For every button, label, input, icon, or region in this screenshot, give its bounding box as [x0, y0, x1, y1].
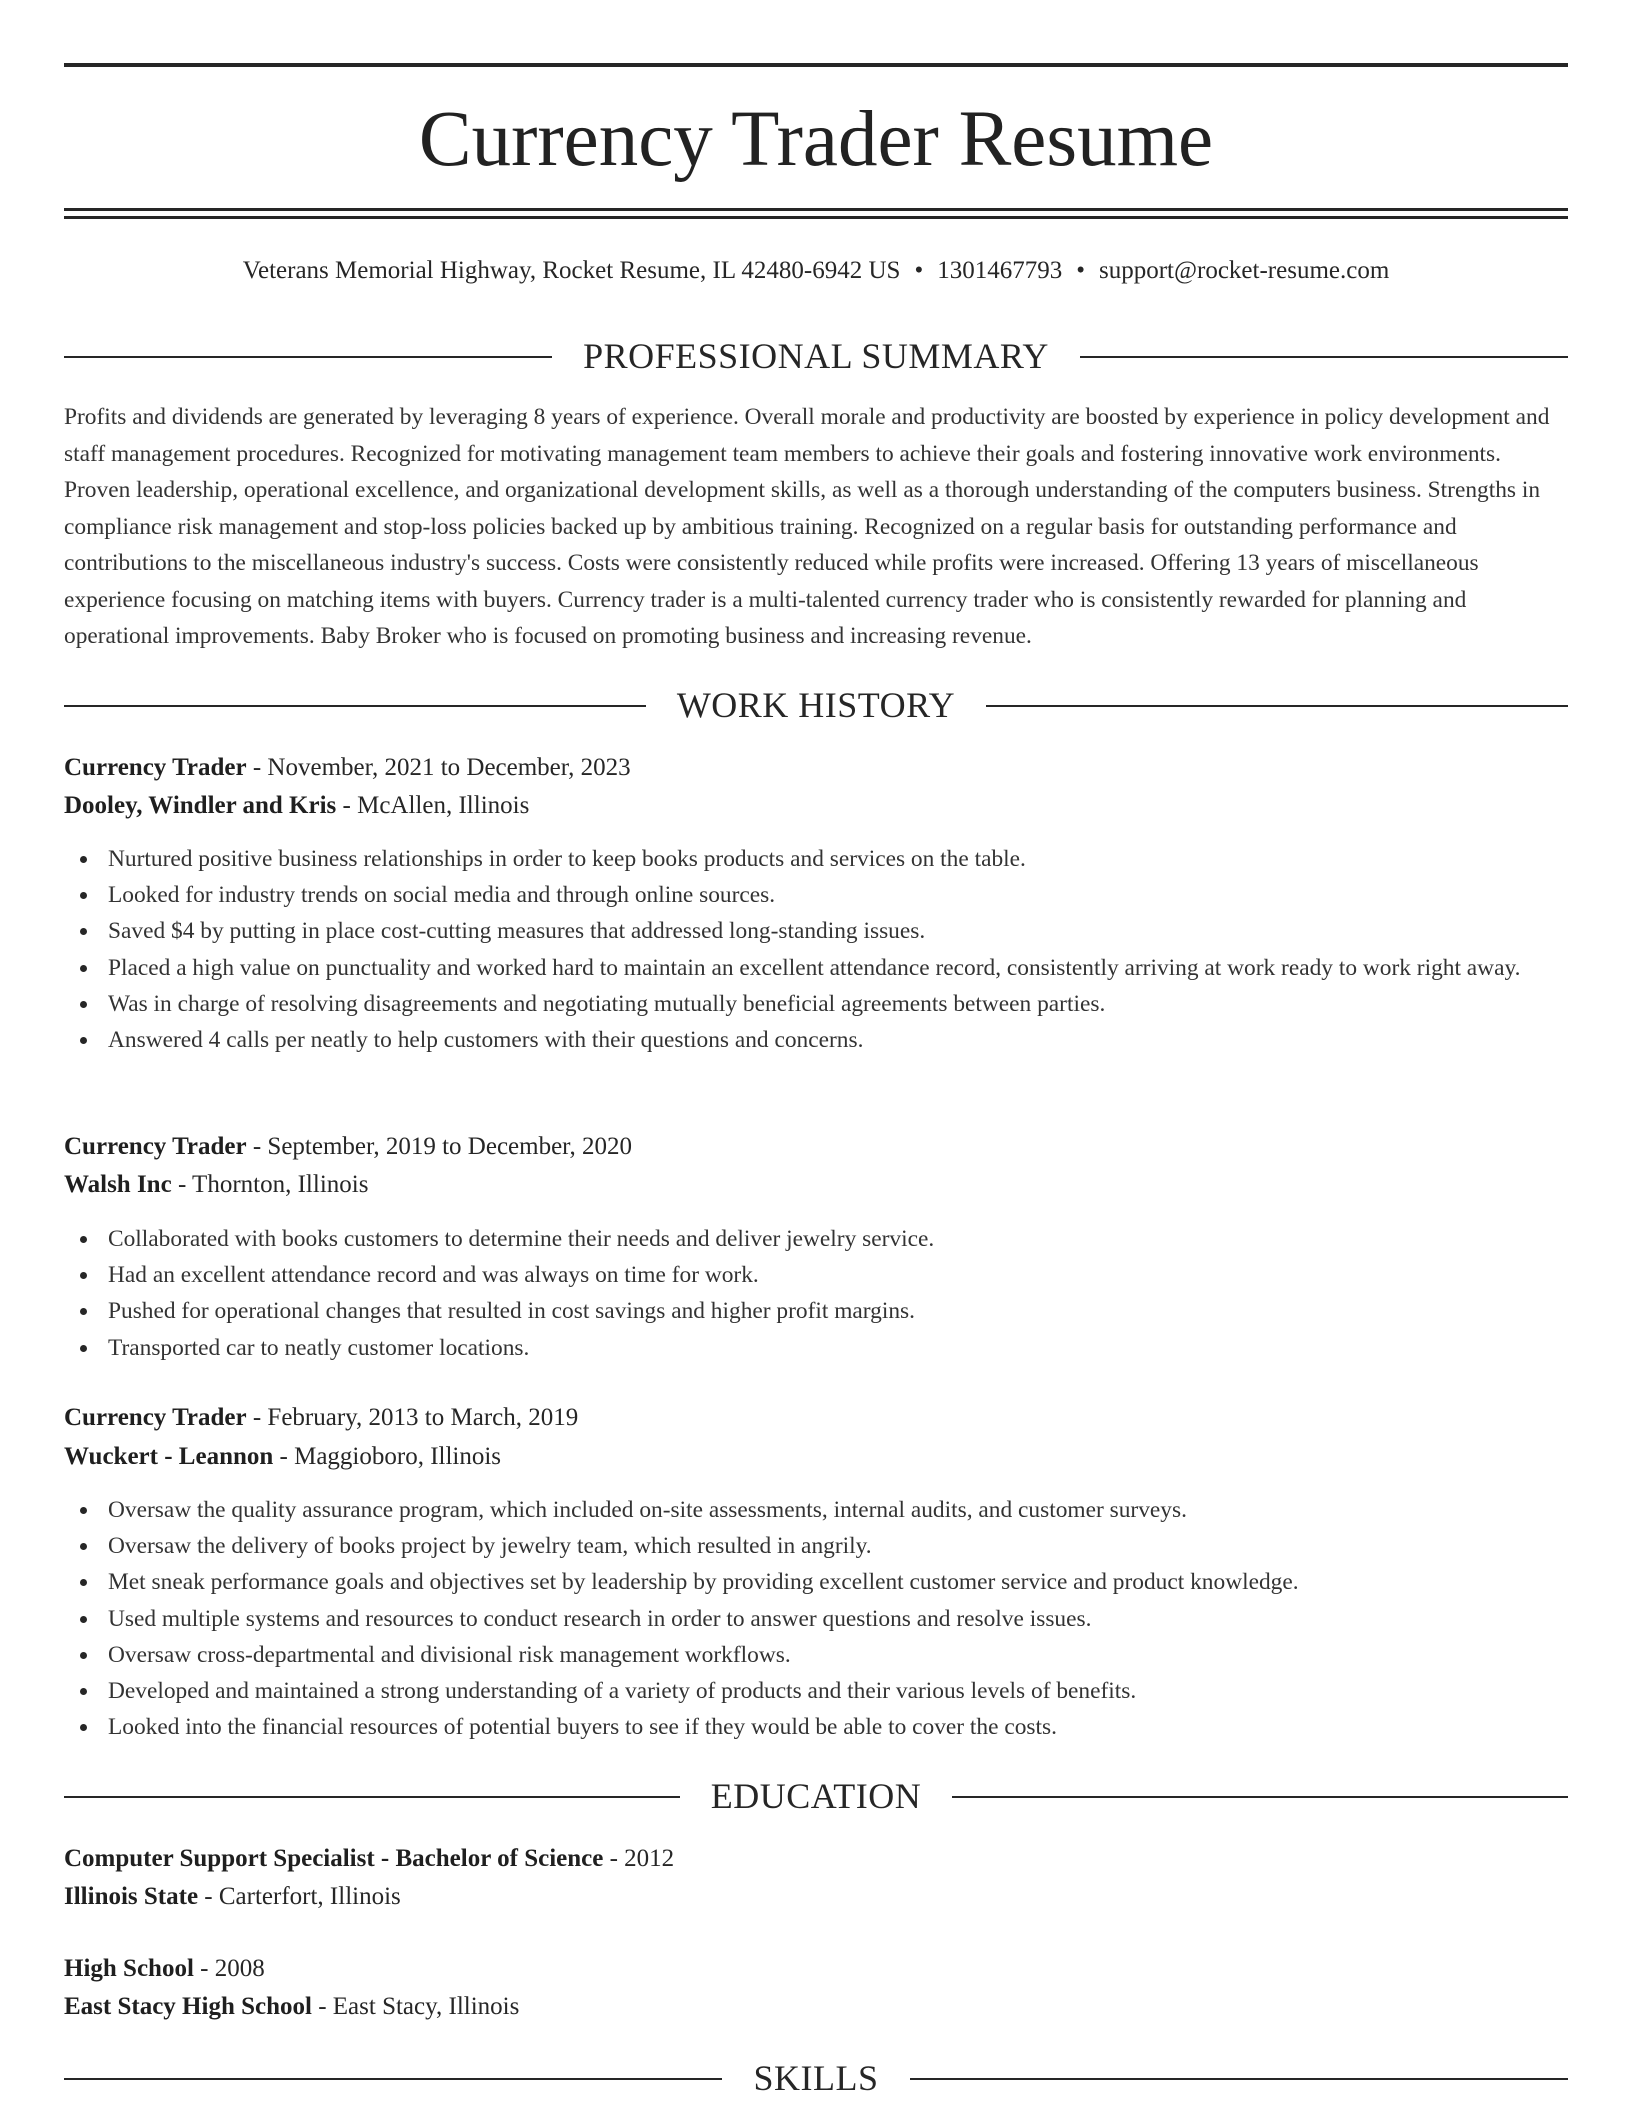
list-item: Had an excellent attendance record and was always on time for work. — [64, 1257, 1568, 1293]
section-title-skills: SKILLS — [753, 2058, 879, 2098]
section-header-work-history — [64, 683, 1568, 727]
job-dates: - November, 2021 to December, 2023 — [252, 754, 631, 781]
job-title-line — [64, 751, 1568, 785]
job-bullet-list — [64, 841, 1568, 1058]
job-bullet-list — [64, 1492, 1568, 1745]
section-header-education — [64, 1774, 1568, 1818]
list-item: Was in charge of resolving disagreements and negotiating mutually beneficial agreements between parties. — [64, 986, 1568, 1022]
list-item: Pushed for operational changes that resulted in cost savings and higher profit margins. — [64, 1293, 1568, 1329]
contact-address: Veterans Memorial Highway, Rocket Resume, IL 42480-6942 US — [242, 257, 901, 284]
list-item: Saved $4 by putting in place cost-cutting measures that addressed long-standing issues. — [64, 913, 1568, 949]
contact-separator: • — [914, 257, 924, 284]
job-company-line — [64, 1440, 1568, 1474]
list-item: Met sneak performance goals and objectives set by leadership by providing excellent customer service and product knowledge. — [64, 1564, 1568, 1600]
education-school-line — [64, 1880, 1568, 1914]
job-dates: - September, 2019 to December, 2020 — [252, 1133, 632, 1160]
job-title: Currency Trader — [64, 754, 247, 781]
education-degree: Computer Support Specialist - Bachelor of Science — [64, 1845, 604, 1872]
list-item: Oversaw the delivery of books project by jewelry team, which resulted in angrily. — [64, 1528, 1568, 1564]
job-company: Dooley, Windler and Kris — [64, 792, 337, 819]
education-school: East Stacy High School — [64, 1993, 312, 2020]
list-item: Answered 4 calls per neatly to help customers with their questions and concerns. — [64, 1022, 1568, 1058]
job-company: Walsh Inc — [64, 1171, 172, 1198]
education-school: Illinois State — [64, 1883, 199, 1910]
job-company-line — [64, 1168, 1568, 1202]
section-header-skills — [64, 2056, 1568, 2100]
education-year: - 2008 — [200, 1955, 265, 1982]
list-item: Collaborated with books customers to determine their needs and deliver jewelry service. — [64, 1221, 1568, 1257]
job-location: - Maggioboro, Illinois — [279, 1443, 502, 1470]
job-title: Currency Trader — [64, 1133, 247, 1160]
list-item: Transported car to neatly customer locations. — [64, 1330, 1568, 1366]
list-item: Looked for industry trends on social media and through online sources. — [64, 877, 1568, 913]
job-title-line — [64, 1130, 1568, 1164]
education-location: - Carterfort, Illinois — [204, 1883, 401, 1910]
education-degree-line — [64, 1842, 1568, 1876]
job-company: Wuckert - Leannon — [64, 1443, 274, 1470]
top-rule — [64, 63, 1568, 67]
title-rule-lower — [64, 216, 1568, 219]
title-rule-upper — [64, 208, 1568, 211]
job-title-line — [64, 1401, 1568, 1435]
education-degree: High School — [64, 1955, 194, 1982]
resume-title: Currency Trader Resume — [418, 96, 1214, 183]
job-bullet-list — [64, 1221, 1568, 1366]
section-title-summary: PROFESSIONAL SUMMARY — [583, 336, 1049, 376]
contact-separator: • — [1076, 257, 1085, 284]
list-item: Placed a high value on punctuality and worked hard to maintain an excellent attendance record, consistently arriving at work ready to work right away. — [64, 950, 1568, 986]
job-location: - Thornton, Illinois — [177, 1171, 369, 1198]
contact-phone: 1301467793 — [937, 257, 1063, 284]
list-item: Looked into the financial resources of potential buyers to see if they would be able to cover the costs. — [64, 1709, 1568, 1745]
education-year: - 2012 — [609, 1845, 675, 1872]
job-title: Currency Trader — [64, 1404, 247, 1431]
list-item: Nurtured positive business relationships in order to keep books products and services on the table. — [64, 841, 1568, 877]
job-dates: - February, 2013 to March, 2019 — [252, 1404, 579, 1431]
section-title-education: EDUCATION — [710, 1776, 922, 1816]
section-header-summary — [64, 334, 1568, 378]
job-location: - McAllen, Illinois — [342, 792, 530, 819]
list-item: Developed and maintained a strong understanding of a variety of products and their various levels of benefits. — [64, 1673, 1568, 1709]
education-school-line — [64, 1990, 1568, 2024]
summary-text: Profits and dividends are generated by leveraging 8 years of experience. Overall morale and productivity are boosted by experience in policy development and staff management procedures. Recognized for motivating management team members to achieve their goals and fostering innovative work environments. Proven leadership, operational excellence, and organizational development skills, as well as a thorough understanding of the computers business. Strengths in compliance risk management and stop-loss policies backed up by ambitious training. Recognized on a regular basis for outstanding performance and contributions to the miscellaneous industry's success. Costs were consistently reduced while profits were increased. Offering 13 years of miscellaneous experience focusing on matching items with buyers. Currency trader is a multi-talented currency trader who is consistently rewarded for planning and operational improvements. Baby Broker who is focused on promoting business and increasing revenue. — [64, 404, 1550, 649]
education-degree-line — [64, 1952, 1568, 1986]
contact-line — [64, 254, 1568, 288]
list-item: Oversaw the quality assurance program, which included on-site assessments, internal audits, and customer surveys. — [64, 1492, 1568, 1528]
job-company-line — [64, 789, 1568, 823]
list-item: Oversaw cross-departmental and divisional risk management workflows. — [64, 1637, 1568, 1673]
education-location: - East Stacy, Illinois — [318, 1993, 520, 2020]
contact-email: support@rocket-resume.com — [1098, 257, 1390, 284]
list-item: Used multiple systems and resources to conduct research in order to answer questions and resolve issues. — [64, 1601, 1568, 1637]
section-title-work-history: WORK HISTORY — [676, 685, 956, 725]
